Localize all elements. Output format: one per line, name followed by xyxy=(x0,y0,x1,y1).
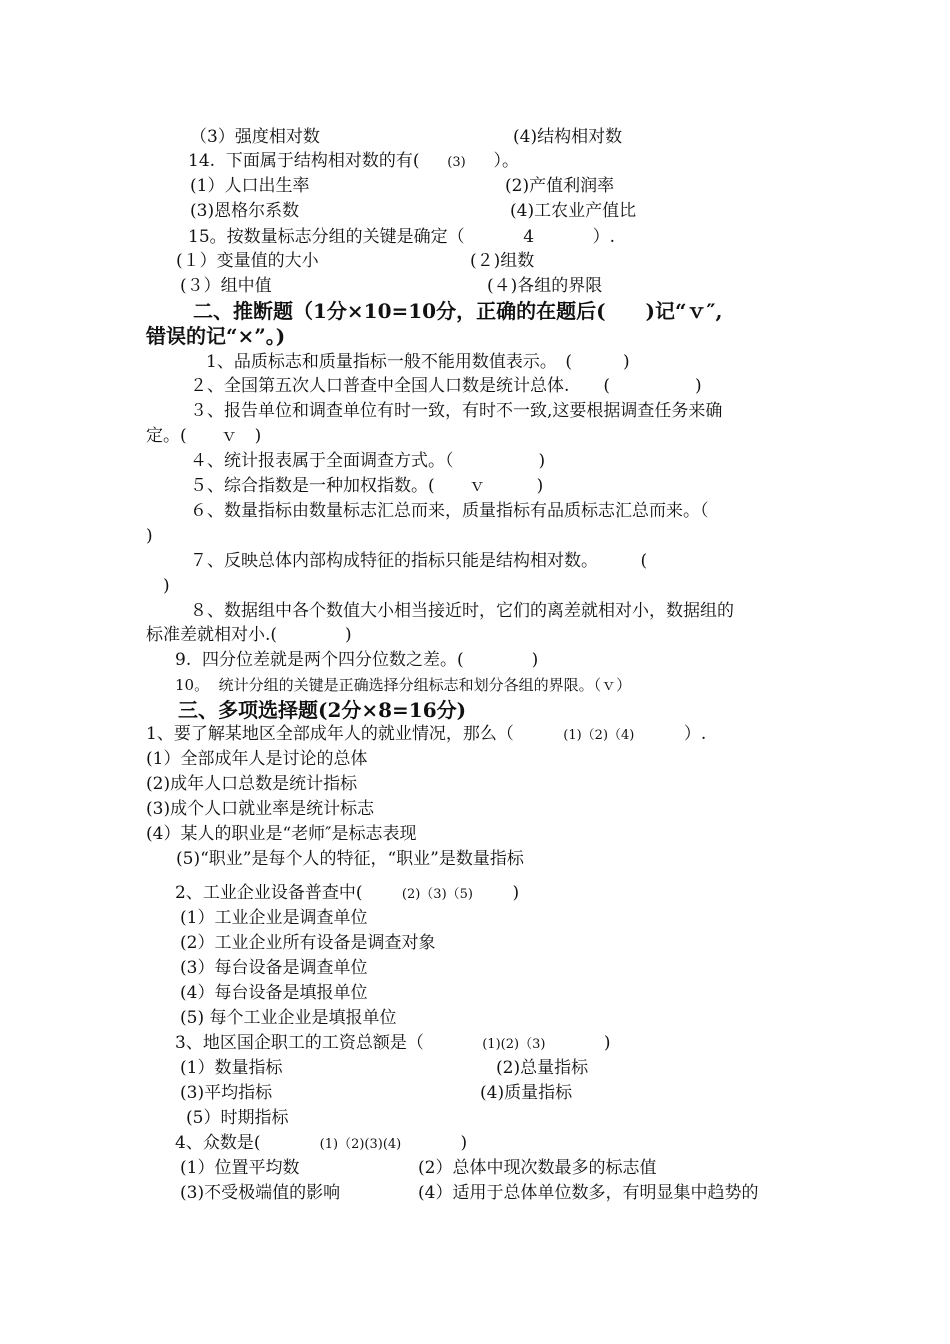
q13-option-4: (4)结构相对数 xyxy=(513,127,623,147)
mc-q2-option: (3）每台设备是调查单位 xyxy=(180,958,368,978)
mc-q2-option: (1）工业企业是调查单位 xyxy=(180,908,368,928)
judgement-item-continuation: ) xyxy=(146,526,153,546)
judgement-item: ８、数据组中各个数值大小相当接近时，它们的离差就相对小，数据组的 xyxy=(190,601,734,621)
q14-option-4: (4)工农业产值比 xyxy=(510,201,637,221)
mc-q2-option: (5) 每个工业企业是填报单位 xyxy=(180,1008,397,1028)
mc-q3-stem-text: 3、地区国企职工的工资总额是（ xyxy=(175,1033,424,1053)
mc-q3-stem-end: ) xyxy=(603,1033,611,1053)
judgement-item: ６、数量指标由数量标志汇总而来，质量指标有品质标志汇总而来。（ xyxy=(190,501,709,521)
judgement-item: ４、统计报表属于全面调查方式。（ ) xyxy=(190,451,546,471)
mc-q1-option: (3)成个人口就业率是统计标志 xyxy=(146,799,375,819)
q15-option-4: (４)各组的界限 xyxy=(487,276,603,296)
section2-heading-line1: 二、推断题（1分×10=10分，正确的在题后( )记“ｖ″, xyxy=(193,299,723,323)
q15-answer: 4 xyxy=(523,227,535,247)
mc-q1-stem-end: ）. xyxy=(683,724,707,744)
judgement-item: ２、全国第五次人口普查中全国人口数是统计总体. ( ) xyxy=(190,376,702,396)
mc-q1-option: (2)成年人口总数是统计指标 xyxy=(146,774,358,794)
q15-option-2: (２)组数 xyxy=(470,251,535,271)
judgement-item: ７、反映总体内部构成特征的指标只能是结构相对数。 ( xyxy=(190,551,648,571)
mc-q3-option-1: (1）数量指标 xyxy=(180,1058,283,1078)
mc-q2-answer: (2)（3)（5) xyxy=(401,887,473,902)
q15-stem-text: 15。按数量标志分组的关键是确定（ xyxy=(188,227,465,247)
q14-option-1: (1）人口出生率 xyxy=(190,176,310,196)
mc-q4-option-3: (3)不受极端值的影响 xyxy=(180,1183,341,1203)
mc-q4-stem-end: ) xyxy=(460,1133,468,1153)
mc-q1-option: (5)“职业”是每个人的特征，“职业”是数量指标 xyxy=(176,849,524,869)
mc-q4-stem xyxy=(175,1131,467,1155)
mc-q4-answer: (1)（2)(3)(4) xyxy=(319,1137,402,1152)
q15-option-3: (３）组中值 xyxy=(180,276,272,296)
q14-option-3: (3)恩格尔系数 xyxy=(190,201,300,221)
q14-stem-end: ）。 xyxy=(493,151,519,171)
q15-option-1: (１）变量值的大小 xyxy=(176,251,319,271)
section3-heading: 三、多项选择题(2分×8=16分) xyxy=(178,698,467,722)
mc-q4-option-2: (2）总体中现次数最多的标志值 xyxy=(418,1158,657,1178)
judgement-item: 9. 四分位差就是两个四分位数之差。( ) xyxy=(175,650,539,670)
judgement-item-continuation: 标准差就相对小.( ) xyxy=(146,625,352,645)
mc-q4-stem-text: 4、众数是( xyxy=(175,1133,261,1153)
mc-q1-option: (1）全部成年人是讨论的总体 xyxy=(146,749,368,769)
q14-stem-text: 14. 下面属于结构相对数的有( xyxy=(188,151,420,171)
q13-option-3: （3）强度相对数 xyxy=(190,127,320,147)
judgement-item: 1、品质标志和质量指标一般不能用数值表示。 ( ) xyxy=(206,352,630,372)
mc-q4-option-4: (4）适用于总体单位数多，有明显集中趋势的 xyxy=(418,1183,759,1203)
mc-q3-option-5: (5）时期指标 xyxy=(186,1108,289,1128)
q15-stem xyxy=(188,225,615,249)
section2-heading-line2: 错误的记“×”。) xyxy=(146,324,286,348)
mc-q3-option-2: (2)总量指标 xyxy=(496,1058,589,1078)
judgement-item-continuation: 定。( ｖ ) xyxy=(146,426,262,446)
mc-q1-stem xyxy=(146,722,706,746)
mc-q3-answer: (1)(2)（3) xyxy=(482,1037,546,1052)
mc-q1-stem-text: 1、要了解某地区全部成年人的就业情况，那么（ xyxy=(146,724,514,744)
mc-q2-option: (2）工业企业所有设备是调查对象 xyxy=(180,933,436,953)
mc-q2-stem xyxy=(175,881,519,905)
judgement-item-continuation: ) xyxy=(163,576,170,596)
judgement-item: ５、综合指数是一种加权指数。( ｖ ) xyxy=(190,476,544,496)
q14-answer: (3) xyxy=(447,155,466,170)
q14-option-2: (2)产值利润率 xyxy=(505,176,615,196)
mc-q2-option: (4）每台设备是填报单位 xyxy=(180,983,368,1003)
mc-q3-stem xyxy=(175,1031,610,1055)
mc-q3-option-3: (3)平均指标 xyxy=(180,1083,273,1103)
mc-q1-option: (4）某人的职业是“老师″是标志表现 xyxy=(146,824,417,844)
mc-q2-stem-end: ) xyxy=(512,883,520,903)
judgement-item: ３、报告单位和调查单位有时一致，有时不一致,这要根据调查任务来确 xyxy=(190,401,723,421)
judgement-item: 10。 统计分组的关键是正确选择分组标志和划分各组的界限。（ｖ） xyxy=(175,676,632,694)
mc-q3-option-4: (4)质量指标 xyxy=(480,1083,573,1103)
mc-q2-stem-text: 2、工业企业设备普查中( xyxy=(175,883,363,903)
mc-q4-option-1: (1）位置平均数 xyxy=(180,1158,300,1178)
q14-stem xyxy=(188,149,519,173)
mc-q1-answer: (1)（2)（4) xyxy=(563,728,635,743)
q15-stem-end: ）. xyxy=(592,227,616,247)
